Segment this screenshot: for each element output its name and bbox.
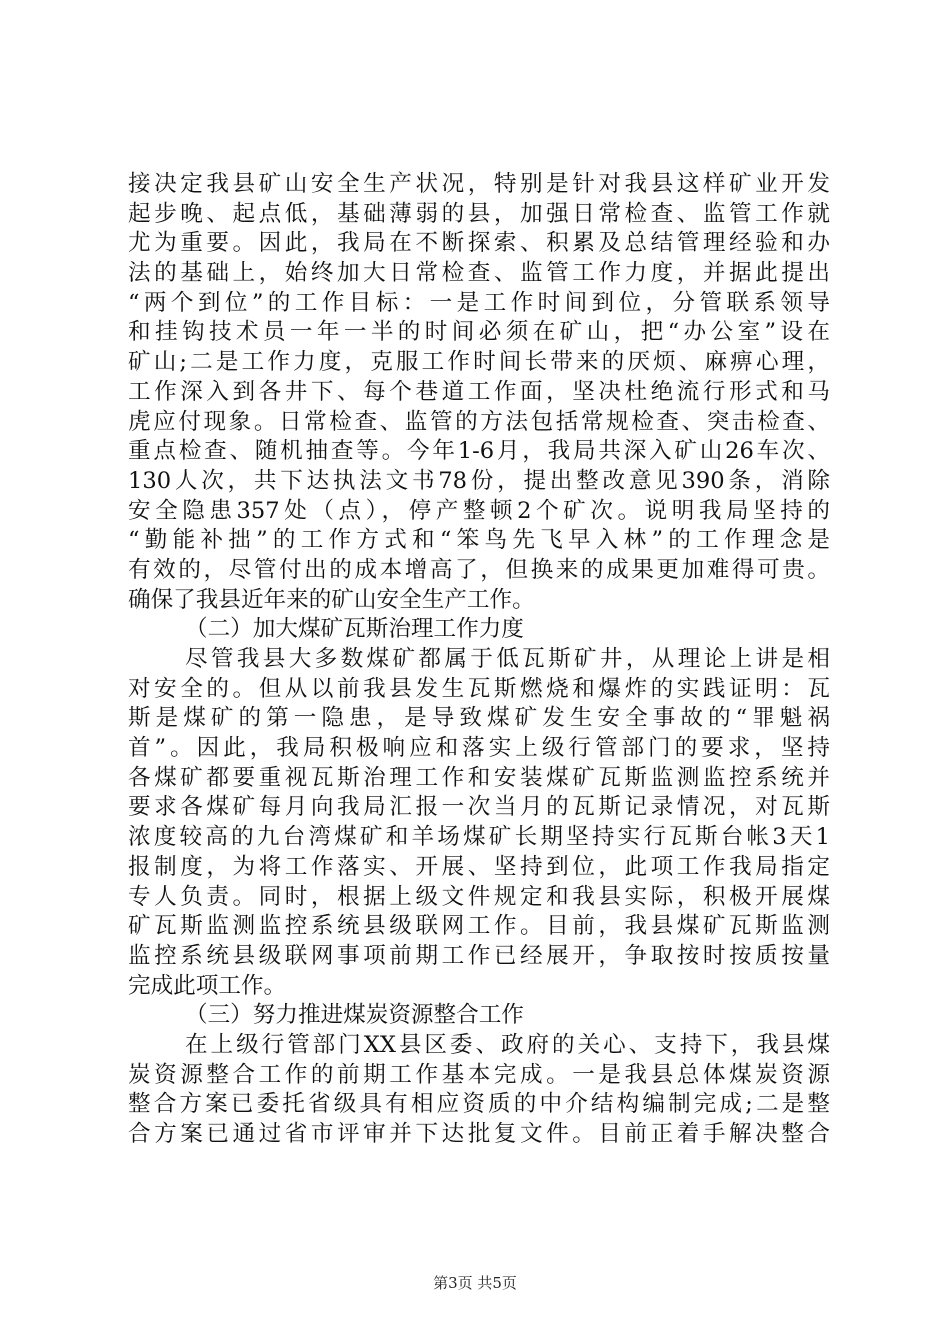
text-line: 专人负责。同时，根据上级文件规定和我县实际，积极开展煤: [128, 883, 830, 910]
text-line: 完成此项工作。: [128, 972, 287, 999]
text-line: 矿瓦斯监测监控系统县级联网工作。目前，我县煤矿瓦斯监测: [128, 913, 830, 940]
text-line: 首”。因此，我局积极响应和落实上级行管部门的要求，坚持: [128, 735, 830, 762]
text-line: 重点检查、随机抽查等。今年1-6月，我局共深入矿山26车次、: [128, 438, 830, 465]
text-line: 和挂钩技术员一年一半的时间必须在矿山，把“办公室”设在: [128, 319, 830, 346]
text-line: 合方案已通过省市评审并下达批复文件。目前正着手解决整合: [128, 1121, 830, 1147]
section-heading-3: （三）努力推进煤炭资源整合工作: [185, 1002, 524, 1029]
text-line: 起步晚、起点低，基础薄弱的县，加强日常检查、监管工作就: [128, 200, 830, 227]
text-line: 要求各煤矿每月向我局汇报一次当月的瓦斯记录情况，对瓦斯: [128, 794, 830, 821]
text-line: 130人次，共下达执法文书78份，提出整改意见390条，消除: [128, 467, 830, 494]
text-line: 确保了我县近年来的矿山安全生产工作。: [128, 586, 535, 613]
text-line: 法的基础上，始终加大日常检查、监管工作力度，并据此提出: [128, 260, 830, 287]
text-line: 尤为重要。因此，我局在不断探索、积累及总结管理经验和办: [128, 230, 830, 257]
text-line: 对安全的。但从以前我县发生瓦斯燃烧和爆炸的实践证明：瓦: [128, 675, 830, 702]
text-line: 在上级行管部门XX县区委、政府的关心、支持下，我县煤: [185, 1031, 830, 1058]
text-line: 接决定我县矿山安全生产状况，特别是针对我县这样矿业开发: [128, 171, 830, 197]
text-line: 炭资源整合工作的前期工作基本完成。一是我县总体煤炭资源: [128, 1061, 830, 1088]
text-line: 斯是煤矿的第一隐患，是导致煤矿发生安全事故的“罪魁祸: [128, 705, 830, 732]
text-line: 监控系统县级联网事项前期工作已经展开，争取按时按质按量: [128, 942, 830, 969]
section-heading-2: （二）加大煤矿瓦斯治理工作力度: [185, 616, 524, 643]
text-line: 安全隐患357处（点），停产整顿2个矿次。说明我局坚持的: [128, 497, 830, 524]
text-line: 整合方案已委托省级具有相应资质的中介结构编制完成;二是整: [128, 1091, 830, 1118]
text-line: “两个到位”的工作目标：一是工作时间到位，分管联系领导: [128, 289, 830, 316]
text-line: 各煤矿都要重视瓦斯治理工作和安装煤矿瓦斯监测监控系统并: [128, 764, 830, 791]
text-line: 浓度较高的九台湾煤矿和羊场煤矿长期坚持实行瓦斯台帐3天1: [128, 824, 830, 851]
page-number: 第3页 共5页: [433, 1274, 517, 1292]
text-line: “勤能补拙”的工作方式和“笨鸟先飞早入林”的工作理念是: [128, 527, 830, 554]
text-line: 虎应付现象。日常检查、监管的方法包括常规检查、突击检查、: [128, 408, 830, 435]
body-text: [128, 170, 830, 1150]
text-line: 尽管我县大多数煤矿都属于低瓦斯矿井，从理论上讲是相: [185, 646, 830, 672]
text-line: 矿山;二是工作力度，克服工作时间长带来的厌烦、麻痹心理，: [128, 349, 830, 376]
text-line: 有效的，尽管付出的成本增高了，但换来的成果更加难得可贵。: [128, 556, 830, 583]
text-line: 工作深入到各井下、每个巷道工作面，坚决杜绝流行形式和马: [128, 378, 830, 405]
text-line: 报制度，为将工作落实、开展、坚持到位，此项工作我局指定: [128, 853, 830, 880]
